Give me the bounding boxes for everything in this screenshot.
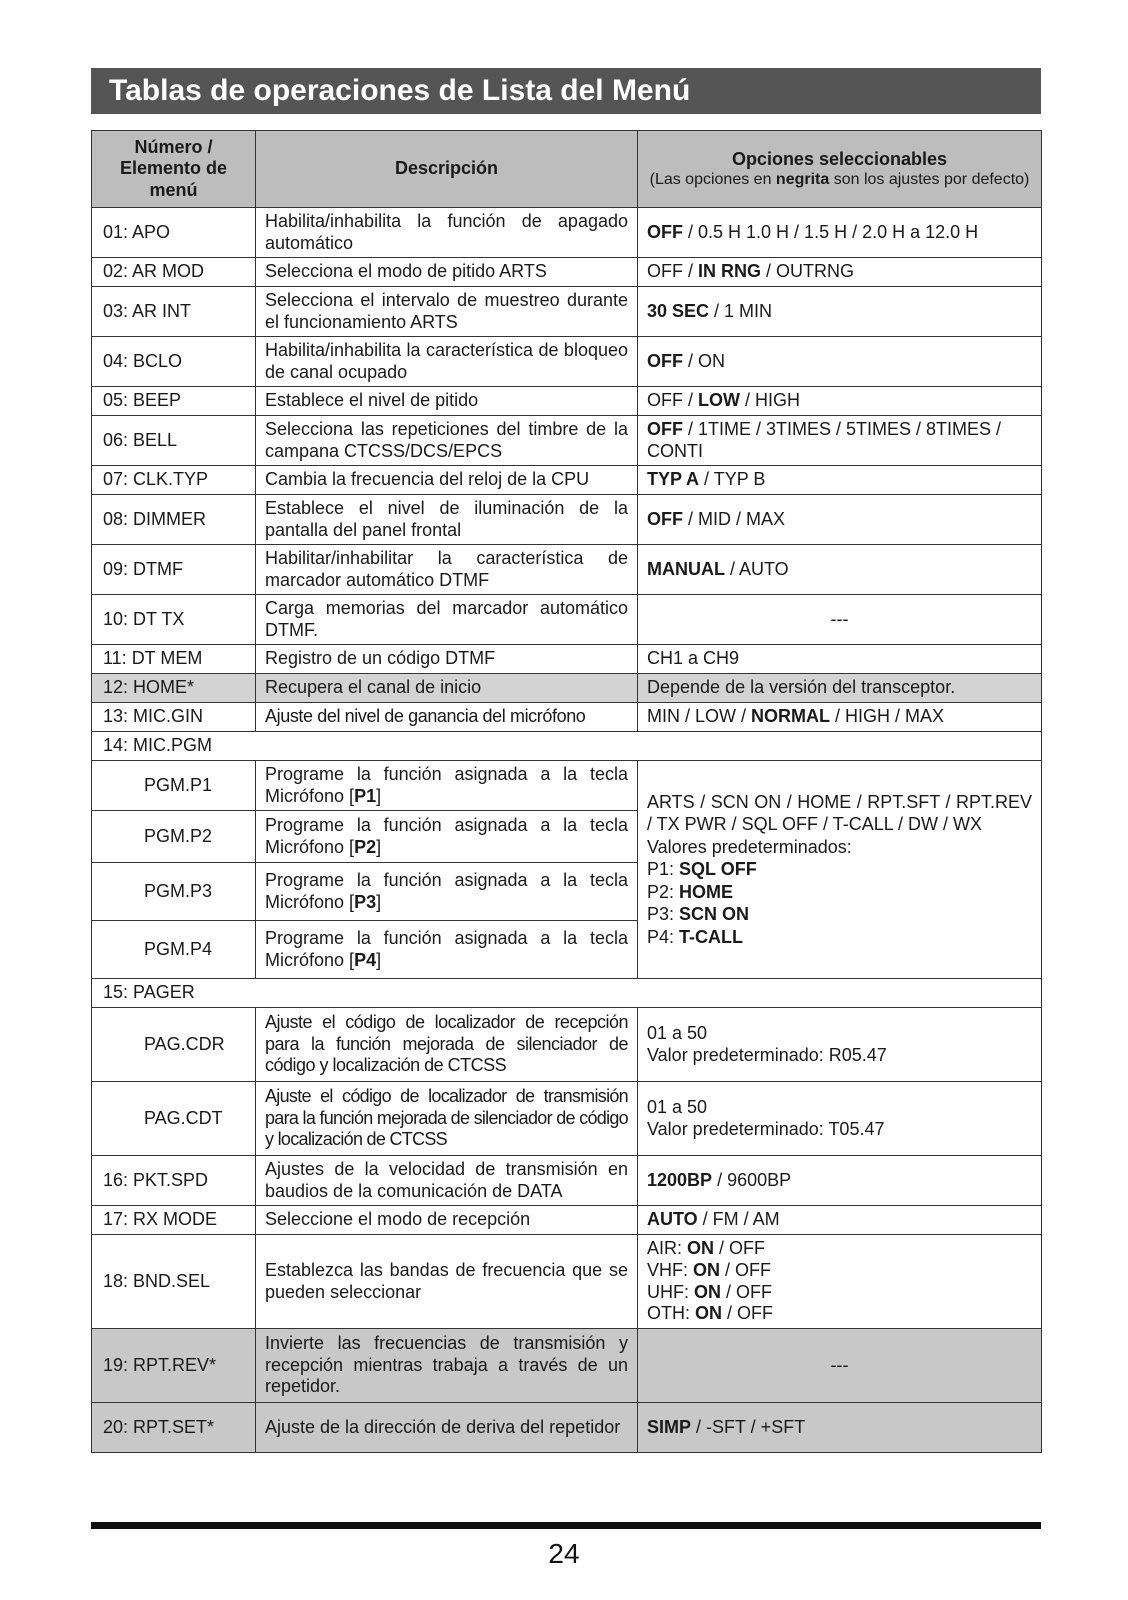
menu-options (638, 703, 1042, 732)
default-option: MANUAL (647, 558, 725, 579)
table-row (92, 1235, 1042, 1329)
option-range: 01 a 50 (647, 1096, 708, 1117)
menu-number: 01: APO (92, 208, 256, 258)
option-text: P4: (647, 926, 680, 947)
default-option: IN RNG (698, 261, 761, 282)
table-row (92, 645, 1042, 674)
option-default: Valor predeterminado: R05.47 (647, 1044, 887, 1065)
menu-description: Habilita/inhabilita la característica de bloqueo de canal ocupado (256, 337, 638, 387)
option-text: / OFF (721, 1281, 772, 1302)
menu-options (638, 1082, 1042, 1156)
defaults-label: Valores predeterminados: (647, 836, 852, 857)
menu-options (638, 1235, 1042, 1329)
option-list: ARTS / SCN ON / HOME / RPT.SFT / RPT.REV / TX PWR / SQL OFF / T-CALL / DW / WX (647, 791, 1032, 835)
default-option: T-CALL (679, 926, 744, 947)
menu-options: --- (638, 595, 1042, 645)
option-text: OFF / (647, 390, 698, 411)
menu-options (638, 208, 1042, 258)
default-option: ON (693, 1259, 721, 1280)
menu-options (638, 1156, 1042, 1206)
menu-options (638, 258, 1042, 287)
menu-description: Programe la función asignada a la tecla Micrófono [P2] (256, 811, 638, 863)
menu-options (638, 495, 1042, 545)
default-option: NORMAL (751, 706, 831, 727)
option-text: / 1 MIN (709, 300, 773, 321)
option-text: / OFF (722, 1303, 773, 1324)
desc-text: Programe la función asignada a la tecla Micrófono (265, 763, 628, 806)
menu-number: 02: AR MOD (92, 258, 256, 287)
desc-text: Programe la función asignada a la tecla Micrófono (265, 869, 628, 912)
menu-number: 18: BND.SEL (92, 1235, 256, 1329)
default-option: ON (694, 1281, 721, 1302)
page-title: Tablas de operaciones de Lista del Menú (91, 68, 1041, 114)
default-option: 1200BP (647, 1169, 713, 1190)
submenu-number: PAG.CDR (92, 1008, 256, 1082)
menu-description: Programe la función asignada a la tecla Micrófono [P3] (256, 863, 638, 921)
option-text: / 0.5 H 1.0 H / 1.5 H / 2.0 H a 12.0 H (683, 221, 979, 242)
option-text: / 1TIME / 3TIMES / 5TIMES / 8TIMES / CONTI (647, 418, 1002, 461)
menu-description: Establece el nivel de iluminación de la pantalla del panel frontal (256, 495, 638, 545)
note-part: son los ajustes por defecto) (829, 171, 1030, 189)
menu-operations-table (91, 130, 1042, 1453)
default-option: AUTO (647, 1209, 698, 1230)
menu-number: 05: BEEP (92, 387, 256, 416)
option-text: OFF / (647, 261, 698, 282)
menu-description: Ajustes de la velocidad de transmisión en baudios de la comunicación de DATA (256, 1156, 638, 1206)
menu-description: Establece el nivel de pitido (256, 387, 638, 416)
menu-number: 13: MIC.GIN (92, 703, 256, 732)
menu-number: 07: CLK.TYP (92, 466, 256, 495)
menu-description: Habilitar/inhabilitar la característica de marcador automático DTMF (256, 545, 638, 595)
menu-description: Invierte las frecuencias de transmisión y recepción mientras trabaja a través de un repetidor. (256, 1329, 638, 1403)
table-row (92, 258, 1042, 287)
option-text: / FM / AM (697, 1209, 780, 1230)
option-range: 01 a 50 (647, 1022, 708, 1043)
header-options-title: Opciones seleccionables (731, 148, 948, 169)
table-row (92, 1008, 1042, 1082)
default-p1 (647, 858, 1032, 881)
option-text: / OFF (720, 1259, 772, 1280)
band-oth (647, 1303, 1032, 1325)
option-text: UHF: (647, 1281, 694, 1302)
menu-description: Programe la función asignada a la tecla Micrófono [P1] (256, 761, 638, 811)
menu-description: Selecciona las repeticiones del timbre de la campana CTCSS/DCS/EPCS (256, 416, 638, 466)
menu-number: 10: DT TX (92, 595, 256, 645)
menu-description: Cambia la frecuencia del reloj de la CPU (256, 466, 638, 495)
option-text: MIN / LOW / (647, 706, 752, 727)
menu-number: 17: RX MODE (92, 1206, 256, 1235)
default-option: HOME (679, 881, 734, 902)
option-text: / 9600BP (712, 1169, 792, 1190)
band-air (647, 1238, 1032, 1260)
menu-description: Ajuste el código de localizador de transmisión para la función mejorada de silenciador de código y localización de CTCSS (256, 1082, 638, 1156)
table-row (92, 1156, 1042, 1206)
default-option: OFF (647, 508, 683, 529)
menu-number: 15: PAGER (92, 979, 1042, 1008)
key-label: P2 (354, 836, 377, 857)
submenu-number: PAG.CDT (92, 1082, 256, 1156)
option-text: P1: (647, 859, 680, 880)
menu-options (638, 466, 1042, 495)
option-text: P2: (647, 881, 680, 902)
menu-number: 14: MIC.PGM (92, 732, 1042, 761)
band-uhf (647, 1282, 1032, 1304)
menu-description: Registro de un código DTMF (256, 645, 638, 674)
menu-description: Establezca las bandas de frecuencia que se pueden seleccionar (256, 1235, 638, 1329)
submenu-number: PGM.P1 (92, 761, 256, 811)
option-text: / ON (683, 350, 726, 371)
menu-description: Selecciona el intervalo de muestreo durante el funcionamiento ARTS (256, 287, 638, 337)
default-p4 (647, 926, 1032, 949)
header-description: Descripción (256, 131, 638, 208)
option-text: / TYP B (699, 469, 766, 490)
menu-options: Depende de la versión del transceptor. (638, 674, 1042, 703)
default-option: OFF (647, 350, 683, 371)
table-row (92, 979, 1042, 1008)
menu-number: 09: DTMF (92, 545, 256, 595)
menu-description: Ajuste del nivel de ganancia del micrófono (256, 703, 638, 732)
table-row (92, 1329, 1042, 1403)
option-text: / -SFT / +SFT (691, 1416, 806, 1437)
default-option: SQL OFF (679, 859, 757, 880)
menu-options: CH1 a CH9 (638, 645, 1042, 674)
menu-number: 06: BELL (92, 416, 256, 466)
option-default: Valor predeterminado: T05.47 (647, 1118, 885, 1139)
table-row (92, 495, 1042, 545)
table-row (92, 337, 1042, 387)
default-option: OFF (647, 221, 683, 242)
option-text: P3: (647, 904, 680, 925)
menu-options (638, 287, 1042, 337)
submenu-number: PGM.P3 (92, 863, 256, 921)
default-option: 30 SEC (647, 300, 710, 321)
page-number: 24 (548, 1538, 580, 1569)
desc-text: Programe la función asignada a la tecla Micrófono (265, 927, 628, 970)
table-row (92, 674, 1042, 703)
option-text: / OFF (714, 1238, 766, 1259)
note-bold: negrita (775, 171, 830, 189)
desc-text: Programe la función asignada a la tecla Micrófono (265, 814, 628, 857)
default-option: SCN ON (679, 904, 750, 925)
table-row (92, 387, 1042, 416)
menu-number: 20: RPT.SET* (92, 1403, 256, 1453)
option-text: OTH: (647, 1303, 695, 1324)
menu-options (638, 545, 1042, 595)
option-text: / HIGH / MAX (830, 706, 945, 727)
menu-options (638, 337, 1042, 387)
menu-number: 04: BCLO (92, 337, 256, 387)
table-row (92, 1206, 1042, 1235)
option-text: / AUTO (725, 558, 789, 579)
band-vhf (647, 1260, 1032, 1282)
table-row (92, 416, 1042, 466)
table-row (92, 732, 1042, 761)
default-option: TYP A (647, 469, 700, 490)
table-row (92, 761, 1042, 811)
default-option: ON (695, 1303, 722, 1324)
menu-options: --- (638, 1329, 1042, 1403)
default-option: SIMP (647, 1416, 692, 1437)
menu-options (638, 416, 1042, 466)
submenu-number: PGM.P4 (92, 921, 256, 979)
option-text: / HIGH (740, 390, 801, 411)
table-row (92, 287, 1042, 337)
menu-options (638, 387, 1042, 416)
table-row (92, 595, 1042, 645)
menu-description: Ajuste de la dirección de deriva del repetidor (256, 1403, 638, 1453)
menu-number: 08: DIMMER (92, 495, 256, 545)
menu-options (638, 1008, 1042, 1082)
table-row (92, 545, 1042, 595)
default-p2 (647, 881, 1032, 904)
note-part: (Las opciones en (649, 171, 776, 189)
option-text: VHF: (647, 1259, 694, 1280)
menu-number: 03: AR INT (92, 287, 256, 337)
table-row (92, 703, 1042, 732)
key-label: P1 (354, 785, 377, 806)
default-option: LOW (698, 390, 740, 411)
menu-number: 19: RPT.REV* (92, 1329, 256, 1403)
menu-number: 12: HOME* (92, 674, 256, 703)
footer-divider (91, 1522, 1041, 1529)
menu-description: Programe la función asignada a la tecla Micrófono [P4] (256, 921, 638, 979)
menu-options (638, 1403, 1042, 1453)
menu-options (638, 761, 1042, 979)
menu-number: 16: PKT.SPD (92, 1156, 256, 1206)
default-option: OFF (647, 418, 683, 439)
table-row (92, 1082, 1042, 1156)
key-label: P3 (354, 891, 377, 912)
table-row (92, 208, 1042, 258)
table-row (92, 466, 1042, 495)
table-header-row (92, 131, 1042, 208)
submenu-number: PGM.P2 (92, 811, 256, 863)
option-text: / MID / MAX (683, 508, 786, 529)
default-option: ON (687, 1238, 715, 1259)
option-text: / OUTRNG (761, 261, 854, 282)
menu-description: Recupera el canal de inicio (256, 674, 638, 703)
menu-number: 11: DT MEM (92, 645, 256, 674)
menu-description: Selecciona el modo de pitido ARTS (256, 258, 638, 287)
menu-description: Seleccione el modo de recepción (256, 1206, 638, 1235)
header-options (638, 131, 1042, 208)
menu-description: Carga memorias del marcador automático DTMF. (256, 595, 638, 645)
header-options-note (647, 170, 1032, 189)
table-row (92, 1403, 1042, 1453)
menu-description: Ajuste el código de localizador de recepción para la función mejorada de silenciador de código y localización de CTCSS (256, 1008, 638, 1082)
menu-description: Habilita/inhabilita la función de apagado automático (256, 208, 638, 258)
header-number-item: Número / Elemento de menú (92, 131, 256, 208)
key-label: P4 (354, 949, 377, 970)
option-text: AIR: (647, 1238, 688, 1259)
default-p3 (647, 903, 1032, 926)
menu-options (638, 1206, 1042, 1235)
